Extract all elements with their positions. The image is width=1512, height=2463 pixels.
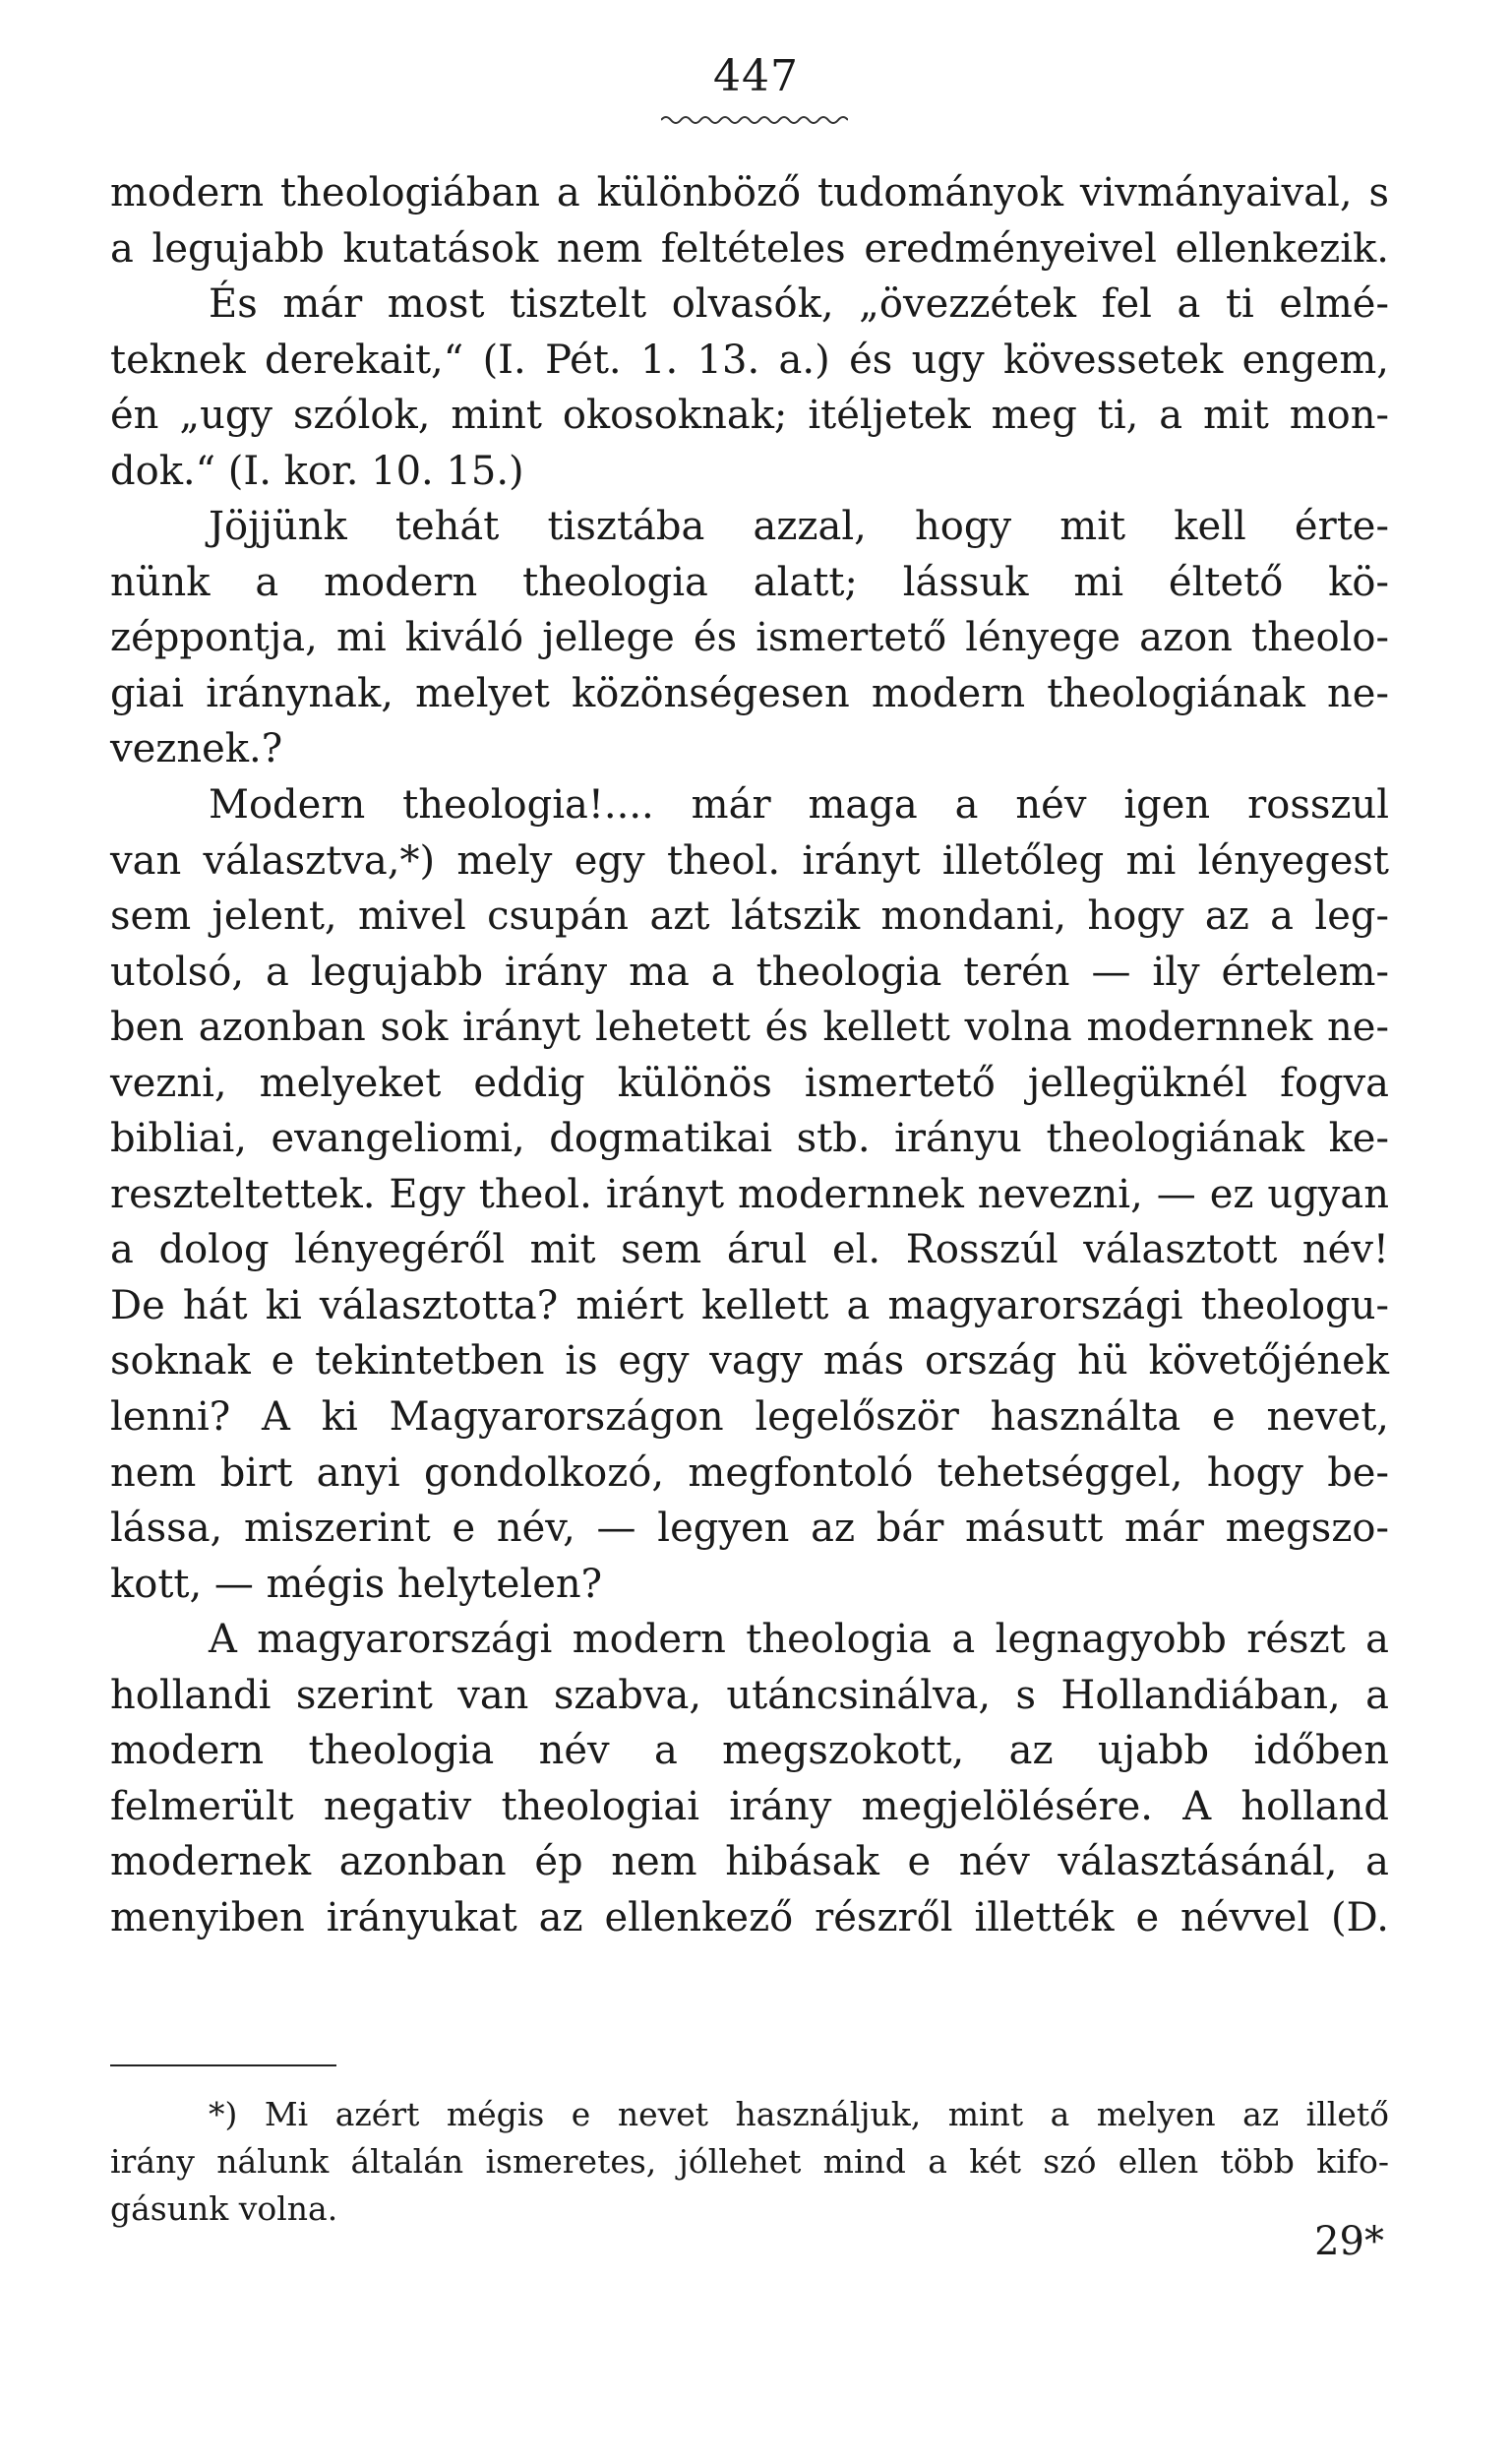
- text-line: A magyarországi modern theologia a legnagyobb részt a: [209, 1617, 1389, 1663]
- text-line: Modern theologia!.... már maga a név igen rosszul: [209, 782, 1389, 829]
- text-line: hollandi szerint van szabva, utáncsinálva, s Hollandiában, a: [110, 1672, 1389, 1718]
- text-line: modern theologia név a megszokott, az ujabb időben: [110, 1728, 1389, 1774]
- footnote-line: irány nálunk általán ismeretes, jóllehet mind a két szó ellen több kifo-: [110, 2142, 1389, 2181]
- text-line: De hát ki választotta? miért kellett a magyarországi theologu-: [110, 1282, 1389, 1328]
- page-number-underline: [661, 112, 848, 128]
- text-line: kott, — mégis helytelen?: [110, 1561, 603, 1607]
- text-line: teknek derekait,“ (I. Pét. 1. 13. a.) és ugy kövessetek engem,: [110, 337, 1389, 383]
- text-line: modernek azonban ép nem hibásak e név választásánál, a: [110, 1839, 1389, 1885]
- text-line: zéppontja, mi kiváló jellege és ismertető lényege azon theolo-: [110, 615, 1389, 661]
- text-line: utolsó, a legujabb irány ma a theologia terén — ily értelem-: [110, 949, 1389, 995]
- text-line: vezni, melyeket eddig különös ismertető jellegüknél fogva: [110, 1060, 1389, 1106]
- text-line: sem jelent, mivel csupán azt látszik mondani, hogy az a leg-: [110, 893, 1389, 940]
- text-line: reszteltettek. Egy theol. irányt modernnek nevezni, — ez ugyan: [110, 1171, 1389, 1217]
- text-line: soknak e tekintetben is egy vagy más ország hü követőjének: [110, 1338, 1389, 1385]
- text-line: a dolog lényegéről mit sem árul el. Rosszúl választott név!: [110, 1227, 1389, 1273]
- text-line: lenni? A ki Magyarországon legelőször használta e nevet,: [110, 1394, 1389, 1441]
- text-line: nünk a modern theologia alatt; lássuk mi éltető kö-: [110, 559, 1389, 605]
- text-line: modern theologiában a különböző tudományok vivmányaival, s: [110, 170, 1389, 216]
- text-line: Jöjjünk tehát tisztába azzal, hogy mit kell érte-: [209, 504, 1389, 550]
- text-line: a legujabb kutatások nem feltételes eredményeivel ellenkezik.: [110, 225, 1389, 272]
- text-line: giai iránynak, melyet közönségesen modern theologiának ne-: [110, 670, 1389, 716]
- footnote-line: *) Mi azért mégis e nevet használjuk, mint a melyen az illető: [209, 2095, 1389, 2133]
- text-line: dok.“ (I. kor. 10. 15.): [110, 448, 524, 494]
- text-line: És már most tisztelt olvasók, „övezzétek fel a ti elmé-: [209, 281, 1389, 328]
- text-line: veznek.?: [110, 726, 283, 772]
- text-line: felmerült negativ theologiai irány megjelölésére. A holland: [110, 1783, 1389, 1829]
- footnote-line: gásunk volna.: [110, 2189, 338, 2228]
- text-line: én „ugy szólok, mint okosoknak; itéljetek meg ti, a mit mon-: [110, 393, 1389, 439]
- text-line: menyiben irányukat az ellenkező részről illették e névvel (D.: [110, 1894, 1389, 1940]
- footnotes: [110, 2091, 1389, 2233]
- body-text: [110, 165, 1389, 1946]
- text-line: van választva,*) mely egy theol. irányt illetőleg mi lényegest: [110, 837, 1389, 884]
- text-line: ben azonban sok irányt lehetett és kellett volna modernnek ne-: [110, 1005, 1389, 1051]
- text-line: bibliai, evangeliomi, dogmatikai stb. irányu theologiának ke-: [110, 1116, 1389, 1162]
- text-line: nem birt anyi gondolkozó, megfontoló tehetséggel, hogy be-: [110, 1449, 1389, 1496]
- page-number: 447: [713, 51, 799, 101]
- signature-mark: 29*: [1314, 2219, 1384, 2264]
- footnote-rule: [110, 2064, 336, 2066]
- text-line: lássa, miszerint e név, — legyen az bár másutt már megszo-: [110, 1506, 1389, 1552]
